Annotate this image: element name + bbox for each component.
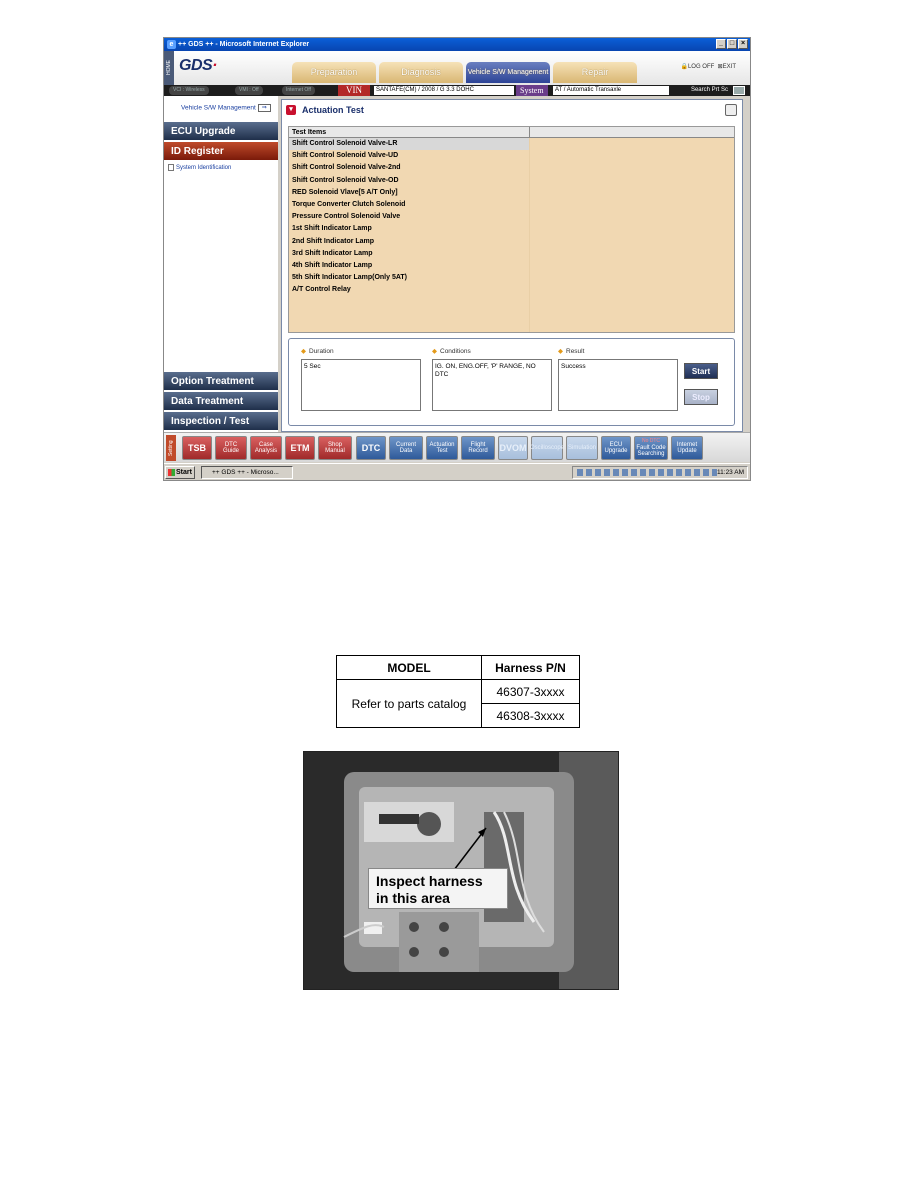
tab-vehicle-sw-management[interactable]: Vehicle S/W Management <box>466 62 550 83</box>
minimize-button[interactable]: _ <box>716 39 726 49</box>
window-controls <box>716 39 748 49</box>
part-number-cell: 46308-3xxxx <box>482 704 580 728</box>
test-item[interactable]: RED Solenoid Vlave[5 A/T Only] <box>292 188 398 196</box>
screen-capture-icon[interactable] <box>733 86 745 95</box>
window-title: ++ GDS ++ - Microsoft Internet Explorer <box>178 41 310 48</box>
toolbar-button-tsb[interactable]: TSB <box>182 436 212 460</box>
exit-icon: ⊠ <box>717 64 723 70</box>
close-button[interactable]: × <box>738 39 748 49</box>
toolbar-button-dtc-guide[interactable]: DTC Guide <box>215 436 247 460</box>
setting-button[interactable]: Setting <box>166 435 176 461</box>
taskbar-item[interactable]: ++ GDS ++ - Microso... <box>201 466 293 479</box>
toolbar-button-dtc[interactable]: DTC <box>356 436 386 460</box>
test-item[interactable]: Shift Control Solenoid Valve-UD <box>292 152 399 160</box>
result-value: Success <box>558 359 678 411</box>
toolbar-button-fault-code-searching[interactable]: No DTC Fault Code Searching <box>634 436 668 460</box>
id-register-button[interactable]: ID Register <box>164 142 278 161</box>
start-menu-button[interactable]: Start <box>165 466 195 479</box>
test-item[interactable]: A/T Control Relay <box>292 286 351 294</box>
part-number-cell: 46307-3xxxx <box>482 680 580 704</box>
harness-pn-header: Harness P/N <box>482 656 580 680</box>
test-item[interactable]: 3rd Shift Indicator Lamp <box>292 249 373 257</box>
test-item[interactable]: Shift Control Solenoid Valve-2nd <box>292 164 401 172</box>
windows-taskbar <box>164 463 750 480</box>
test-item[interactable]: 5th Shift Indicator Lamp(Only 5AT) <box>292 274 407 282</box>
clock: 11:23 AM <box>717 469 744 476</box>
no-dtc-badge: No DTC <box>641 438 661 444</box>
start-button[interactable]: Start <box>684 363 718 379</box>
duration-label: ◆ Duration <box>301 348 334 355</box>
vmi-status: VMI : Off <box>235 86 263 95</box>
tray-icons[interactable] <box>577 469 717 476</box>
toolbar-button-internet-update[interactable]: Internet Update <box>671 436 703 460</box>
system-button[interactable]: System <box>516 85 548 96</box>
transmission-photo <box>303 751 619 990</box>
conditions-value: IG. ON, ENG.OFF, 'P' RANGE, NO DTC <box>432 359 552 411</box>
stop-button[interactable]: Stop <box>684 389 718 405</box>
window-titlebar <box>164 38 750 51</box>
vehicle-sw-management-link[interactable]: Vehicle S/W Management ⇒ <box>164 96 278 122</box>
toolbar-button-oscilloscope[interactable]: Oscilloscope <box>531 436 563 460</box>
test-item[interactable]: 2nd Shift Indicator Lamp <box>292 237 375 245</box>
test-item[interactable]: Shift Control Solenoid Valve-LR <box>289 138 529 150</box>
tab-repair[interactable]: Repair <box>553 62 637 83</box>
toolbar-button-dvom[interactable]: DVOM <box>498 436 528 460</box>
arrow-right-icon: ⇒ <box>258 104 271 112</box>
home-button[interactable]: HOME <box>164 51 174 85</box>
vci-status: VCI : Wireless <box>169 86 209 95</box>
windows-logo-icon <box>168 469 175 476</box>
maximize-button[interactable]: □ <box>727 39 737 49</box>
bottom-toolbar <box>164 432 750 462</box>
inspection-test-button[interactable]: Inspection / Test <box>164 412 278 431</box>
print-link[interactable]: Prt Sc <box>711 87 728 93</box>
save-icon[interactable] <box>725 104 737 116</box>
panel-title: ▾ Actuation Test <box>286 105 364 115</box>
toolbar-button-shop-manual[interactable]: Shop Manual <box>318 436 352 460</box>
actuation-test-panel <box>281 99 743 432</box>
model-cell: Refer to parts catalog <box>337 680 482 728</box>
system-identification-link[interactable]: System Identification <box>168 164 231 171</box>
test-items-table <box>288 126 735 333</box>
app-header <box>164 51 750 85</box>
option-treatment-button[interactable]: Option Treatment <box>164 372 278 391</box>
lock-icon: 🔒 <box>680 64 688 70</box>
gds-screenshot <box>163 37 751 481</box>
vin-label: VIN <box>338 85 370 96</box>
duration-value: 5 Sec <box>301 359 421 411</box>
toolbar-button-current-data[interactable]: Current Data <box>389 436 423 460</box>
left-panel <box>164 96 278 432</box>
system-field[interactable]: AT / Automatic Transaxle <box>553 86 669 95</box>
toolbar-button-etm[interactable]: ETM <box>285 436 315 460</box>
session-links <box>680 63 736 70</box>
internet-status: Internet Off <box>282 86 315 95</box>
vin-field[interactable]: SANTAFE(CM) / 2008 / G 3.3 DOHC <box>374 86 514 95</box>
ecu-upgrade-button[interactable]: ECU Upgrade <box>164 122 278 141</box>
harness-table <box>336 655 580 728</box>
toolbar-button-ecu-upgrade[interactable]: ECU Upgrade <box>601 436 631 460</box>
model-header: MODEL <box>337 656 482 680</box>
test-items-list <box>289 138 734 296</box>
search-print-links <box>691 85 728 96</box>
test-item[interactable]: 1st Shift Indicator Lamp <box>292 225 372 233</box>
toolbar-button-simulation[interactable]: Simulation <box>566 436 598 460</box>
table-header: Test Items <box>289 127 734 138</box>
test-item[interactable]: Shift Control Solenoid Valve-OD <box>292 176 399 184</box>
logoff-link[interactable]: LOG OFF <box>687 64 715 70</box>
gds-logo: GDS· <box>179 57 217 74</box>
callout-label: Inspect harness in this area <box>368 868 508 909</box>
system-tray <box>572 466 748 479</box>
tab-diagnosis[interactable]: Diagnosis <box>379 62 463 83</box>
result-label: ◆ Result <box>558 348 585 355</box>
ie-icon: e <box>167 40 176 49</box>
data-treatment-button[interactable]: Data Treatment <box>164 392 278 411</box>
exit-link[interactable]: EXIT <box>722 64 736 70</box>
toolbar-button-actuation-test[interactable]: Actuation Test <box>426 436 458 460</box>
toolbar-button-flight-record[interactable]: Flight Record <box>461 436 495 460</box>
conditions-label: ◆ Conditions <box>432 348 471 355</box>
test-item[interactable]: Torque Converter Clutch Solenoid <box>292 200 406 208</box>
document-icon <box>168 164 174 171</box>
toolbar-button-case-analysis[interactable]: Case Analysis <box>250 436 282 460</box>
test-item[interactable]: Pressure Control Solenoid Valve <box>292 213 401 221</box>
vin-bar <box>164 85 750 96</box>
search-link[interactable]: Search <box>690 87 710 93</box>
test-item[interactable]: 4th Shift Indicator Lamp <box>292 261 373 269</box>
test-parameters <box>288 338 735 426</box>
collapse-icon[interactable]: ▾ <box>286 105 296 115</box>
tab-preparation[interactable]: Preparation <box>292 62 376 83</box>
